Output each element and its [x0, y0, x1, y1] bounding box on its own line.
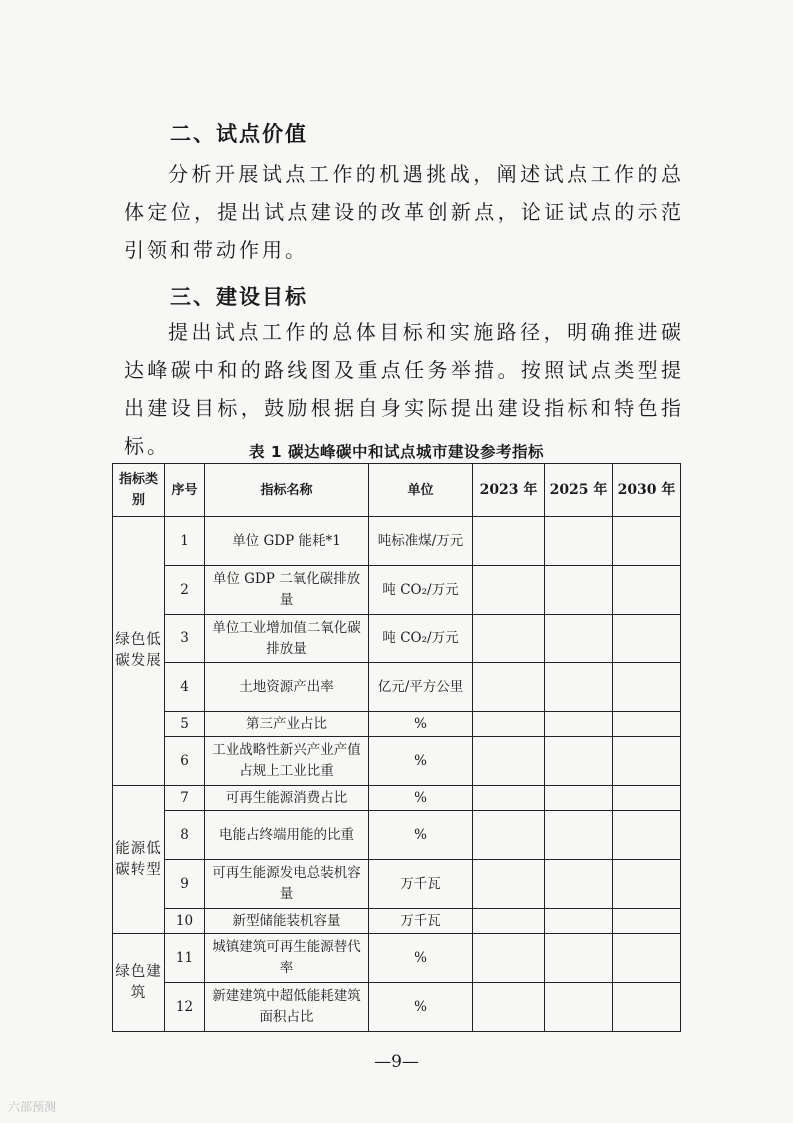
section-paragraph-goals: 提出试点工作的总体目标和实施路径，明确推进碳达峰碳中和的路线图及重点任务举措。按照试点类型提出建设目标，鼓励根据自身实际提出建设指标和特色指标。 [124, 320, 684, 458]
value-cell [613, 811, 681, 860]
value-cell [473, 712, 545, 737]
row-name: 新型储能装机容量 [205, 909, 369, 934]
value-cell [473, 909, 545, 934]
value-cell [613, 983, 681, 1032]
row-no: 7 [165, 786, 205, 811]
row-no: 9 [165, 860, 205, 909]
value-cell [473, 786, 545, 811]
header-year-2023: 2023 年 [473, 464, 545, 517]
table-row [113, 934, 681, 983]
row-unit: 吨标准煤/万元 [369, 517, 473, 566]
value-cell [545, 811, 613, 860]
row-name: 单位工业增加值二氧化碳排放量 [205, 615, 369, 663]
row-no: 2 [165, 566, 205, 615]
value-cell [473, 811, 545, 860]
row-no: 12 [165, 983, 205, 1032]
category-cell: 能源低碳转型 [113, 786, 165, 934]
value-cell [613, 566, 681, 615]
row-no: 11 [165, 934, 205, 983]
watermark: 六部预测 [8, 1100, 57, 1114]
value-cell [613, 663, 681, 712]
value-cell [545, 909, 613, 934]
value-cell [545, 566, 613, 615]
value-cell [613, 860, 681, 909]
row-name: 第三产业占比 [205, 712, 369, 737]
value-cell [613, 615, 681, 663]
row-name: 工业战略性新兴产业产值占规上工业比重 [205, 737, 369, 786]
row-unit: % [369, 737, 473, 786]
value-cell [545, 983, 613, 1032]
row-unit: 亿元/平方公里 [369, 663, 473, 712]
row-unit: % [369, 983, 473, 1032]
row-name: 电能占终端用能的比重 [205, 811, 369, 860]
header-name: 指标名称 [205, 464, 369, 517]
value-cell [545, 663, 613, 712]
table-caption: 表 1 碳达峰碳中和试点城市建设参考指标 [248, 443, 545, 461]
table-row [113, 860, 681, 909]
header-category: 指标类别 [113, 464, 165, 517]
row-unit: % [369, 786, 473, 811]
value-cell [545, 860, 613, 909]
table-row [113, 517, 681, 566]
section-paragraph-value: 分析开展试点工作的机遇挑战，阐述试点工作的总体定位，提出试点建设的改革创新点，论证试点的示范引领和带动作用。 [124, 162, 684, 262]
table-row [113, 615, 681, 663]
table-row [113, 712, 681, 737]
category-cell: 绿色低碳发展 [113, 517, 165, 786]
row-no: 4 [165, 663, 205, 712]
row-unit: 万千瓦 [369, 860, 473, 909]
value-cell [545, 517, 613, 566]
row-name: 可再生能源消费占比 [205, 786, 369, 811]
indicator-table [112, 463, 681, 1032]
header-no: 序号 [165, 464, 205, 517]
header-unit: 单位 [369, 464, 473, 517]
value-cell [473, 615, 545, 663]
header-year-2025: 2025 年 [545, 464, 613, 517]
row-unit: % [369, 934, 473, 983]
row-no: 5 [165, 712, 205, 737]
row-name: 新建建筑中超低能耗建筑面积占比 [205, 983, 369, 1032]
row-unit: 吨 CO₂/万元 [369, 566, 473, 615]
value-cell [473, 737, 545, 786]
section-heading-value: 二、试点价值 [170, 122, 308, 146]
row-no: 6 [165, 737, 205, 786]
value-cell [613, 934, 681, 983]
value-cell [613, 712, 681, 737]
table-row [113, 786, 681, 811]
row-unit: % [369, 811, 473, 860]
table-row [113, 663, 681, 712]
table-row [113, 909, 681, 934]
row-name: 可再生能源发电总装机容量 [205, 860, 369, 909]
row-name: 单位 GDP 能耗*1 [205, 517, 369, 566]
table-header-row [113, 464, 681, 517]
value-cell [545, 737, 613, 786]
row-unit: 吨 CO₂/万元 [369, 615, 473, 663]
row-name: 城镇建筑可再生能源替代率 [205, 934, 369, 983]
value-cell [545, 712, 613, 737]
header-year-2030: 2030 年 [613, 464, 681, 517]
page-number: —9— [374, 1052, 419, 1072]
value-cell [473, 934, 545, 983]
category-cell: 绿色建筑 [113, 934, 165, 1032]
value-cell [473, 983, 545, 1032]
value-cell [613, 517, 681, 566]
table-row [113, 811, 681, 860]
row-no: 8 [165, 811, 205, 860]
value-cell [545, 786, 613, 811]
table-row [113, 737, 681, 786]
row-name: 土地资源产出率 [205, 663, 369, 712]
row-no: 10 [165, 909, 205, 934]
value-cell [613, 786, 681, 811]
value-cell [545, 934, 613, 983]
value-cell [613, 909, 681, 934]
table-row [113, 566, 681, 615]
value-cell [473, 566, 545, 615]
row-no: 3 [165, 615, 205, 663]
value-cell [473, 663, 545, 712]
row-unit: % [369, 712, 473, 737]
value-cell [473, 860, 545, 909]
value-cell [613, 737, 681, 786]
row-no: 1 [165, 517, 205, 566]
section-heading-goals: 三、建设目标 [170, 285, 308, 309]
row-unit: 万千瓦 [369, 909, 473, 934]
table-row [113, 983, 681, 1032]
row-name: 单位 GDP 二氧化碳排放量 [205, 566, 369, 615]
value-cell [473, 517, 545, 566]
value-cell [545, 615, 613, 663]
